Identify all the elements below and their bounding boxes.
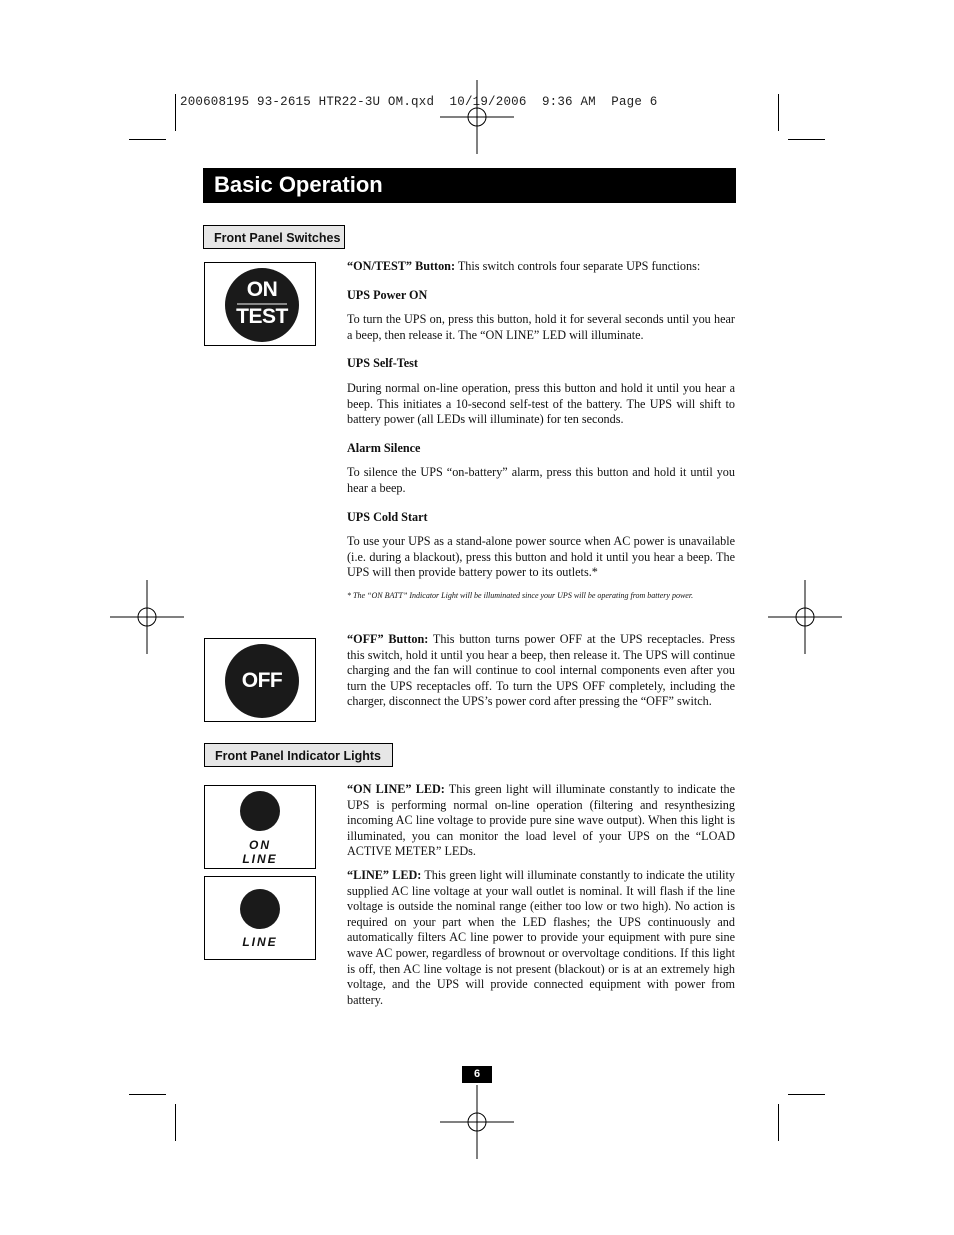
- page-title: Basic Operation: [214, 172, 383, 197]
- online-led-lead: “ON LINE” LED:: [347, 782, 445, 796]
- line-led-icon: [240, 889, 280, 929]
- crop-mark: [175, 94, 176, 131]
- crop-mark: [129, 1094, 166, 1095]
- online-led-icon: [240, 791, 280, 831]
- off-lead-text: This button turns power OFF at the UPS receptacles. Press this switch, hold it until you hear a beep, then release it. The UPS will continue charging and the fan will continue to cool internal components even after you turn the UPS receptacles off. To turn the UPS OFF completely, including the charger, disconnect the UPS’s power cord after pressing the “OFF” switch.: [347, 632, 735, 709]
- on-test-button-icon: [225, 268, 299, 342]
- title-bar: [203, 168, 736, 203]
- registration-mark-icon: [440, 1085, 514, 1159]
- power-on-heading: UPS Power ON: [347, 287, 428, 302]
- on-test-label-test: TEST: [236, 305, 288, 328]
- print-slug: 200608195 93-2615 HTR22-3U OM.qxd 10/19/2006 9:36 AM Page 6: [180, 95, 658, 109]
- registration-mark-icon: [110, 580, 184, 654]
- footnote: * The “ON BATT” Indicator Light will be illuminated since your UPS will be operating from battery power.: [347, 590, 694, 600]
- cold-start-heading: UPS Cold Start: [347, 509, 428, 524]
- on-test-lead-text: This switch controls four separate UPS functions:: [455, 259, 701, 273]
- power-on-text: To turn the UPS on, press this button, hold it for several seconds until you hear a beep, then release it. The “ON LINE” LED will illuminate.: [347, 312, 735, 342]
- online-led-label-1: ON: [249, 838, 271, 852]
- off-label: OFF: [241, 669, 283, 692]
- registration-mark-icon: [440, 80, 514, 154]
- off-button-figure: [204, 638, 316, 722]
- section-heading-switches: Front Panel Switches: [203, 225, 345, 249]
- on-test-button-figure: [204, 262, 316, 346]
- line-led-lead-text: This green light will illuminate constantly to indicate the utility supplied AC line voltage at your wall outlet is nominal. It will flash if the line voltage is outside the nominal range (either too low or two high). No action is required on your part when the LED flashes; the UPS continuously and automatically filters AC line power to provide your equipment with pure sine wave AC power, regardless of brownout or overvoltage conditions. If this light is off, then AC line voltage is not present (blackout) or is at an extremely high voltage, and the UPS will provide connected equipment with power from battery.: [347, 868, 736, 1007]
- line-led-description: [347, 868, 735, 1008]
- crop-mark: [788, 1094, 825, 1095]
- on-test-label-on: ON: [246, 278, 278, 301]
- online-led-description: [347, 782, 735, 860]
- off-description: [347, 632, 735, 710]
- on-test-description: [347, 259, 735, 601]
- self-test-heading: UPS Self-Test: [347, 356, 418, 371]
- line-led-lead: “LINE” LED:: [347, 868, 422, 882]
- crop-mark: [788, 139, 825, 140]
- crop-mark: [778, 94, 779, 131]
- crop-mark: [129, 139, 166, 140]
- crop-mark: [175, 1104, 176, 1141]
- registration-mark-icon: [768, 580, 842, 654]
- online-led-lead-text: This green light will illuminate constantly to indicate the UPS is performing normal on-line operation (filtering and resynthesizing incoming AC line voltage to provide pure sine wave output). When this light is illuminated, you can monitor the load level of your UPS on the “LOAD ACTIVE METER” LEDs.: [347, 782, 735, 859]
- self-test-text: During normal on-line operation, press this button and hold it until you hear a beep. This initiates a 10-second self-test of the battery. The UPS will shift to battery power (all LEDs will illuminate) for ten seconds.: [347, 380, 735, 427]
- on-test-lead: “ON/TEST” Button:: [347, 259, 456, 273]
- line-led-figure: [204, 876, 316, 960]
- alarm-silence-heading: Alarm Silence: [347, 440, 421, 455]
- off-button-icon: [225, 644, 299, 718]
- cold-start-text: To use your UPS as a stand-alone power source when AC power is unavailable (i.e. during a blackout), press this button and hold it until you hear a beep. The UPS will then provide battery power to its outlets.*: [347, 534, 735, 580]
- line-led-label: LINE: [242, 935, 278, 949]
- off-lead: “OFF” Button:: [347, 632, 429, 646]
- online-led-label-2: LINE: [242, 852, 278, 866]
- section-heading-indicator-lights: Front Panel Indicator Lights: [204, 743, 393, 767]
- page-number: 6: [462, 1066, 492, 1083]
- online-led-figure: [204, 785, 316, 869]
- crop-mark: [778, 1104, 779, 1141]
- alarm-silence-text: To silence the UPS “on-battery” alarm, press this button and hold it until you hear a beep.: [347, 465, 735, 495]
